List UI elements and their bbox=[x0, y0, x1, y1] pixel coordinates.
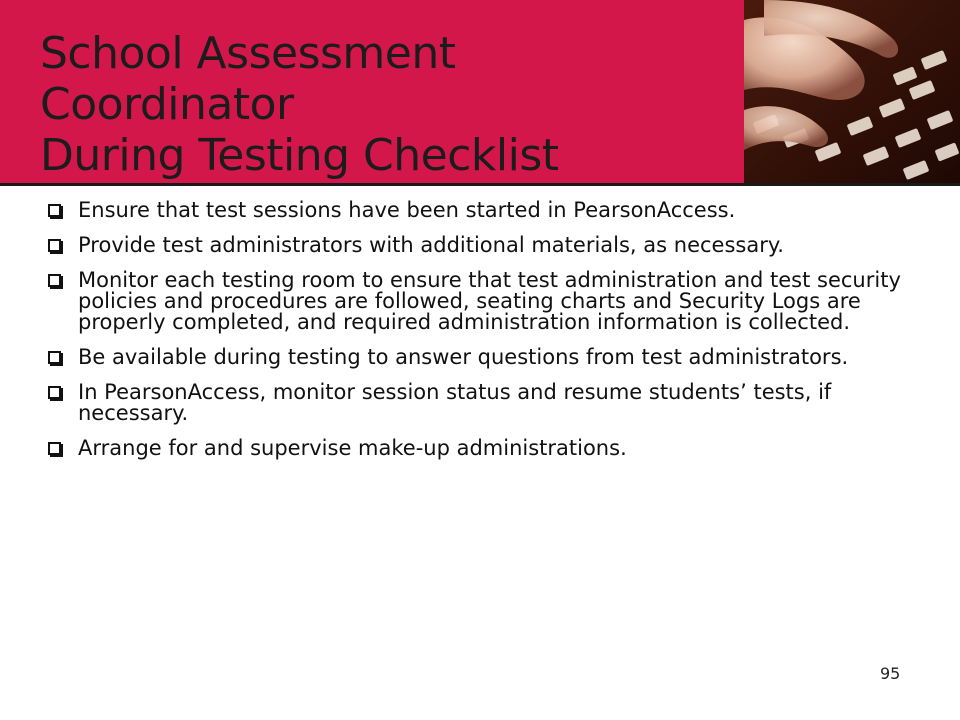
page-number: 95 bbox=[880, 664, 901, 683]
keyboard-hands-image bbox=[744, 0, 960, 184]
checklist-item-text: Monitor each testing room to ensure that test administration and test security policies and procedures are followed, seating charts and Security Logs are properly completed, and required administration information is collected. bbox=[78, 268, 901, 334]
checklist-item-text: In PearsonAccess, monitor session status and resume students’ tests, if necessary. bbox=[78, 380, 832, 425]
checklist-item-text: Ensure that test sessions have been started in PearsonAccess. bbox=[78, 198, 736, 222]
checkbox-icon bbox=[48, 274, 61, 287]
checklist-item bbox=[48, 270, 948, 333]
checklist-item-text: Arrange for and supervise make-up administrations. bbox=[78, 436, 627, 460]
header-divider bbox=[0, 183, 960, 186]
title-line-3: During Testing Checklist bbox=[40, 130, 559, 181]
checklist-item bbox=[48, 438, 948, 459]
checklist-item-text: Be available during testing to answer questions from test administrators. bbox=[78, 345, 849, 369]
checkbox-icon bbox=[48, 351, 61, 364]
checklist-item bbox=[48, 347, 948, 368]
title-banner bbox=[0, 0, 744, 184]
checklist-item bbox=[48, 235, 948, 256]
checkbox-icon bbox=[48, 442, 61, 455]
title-line-2: Coordinator bbox=[40, 79, 294, 130]
checkbox-icon bbox=[48, 386, 61, 399]
slide-title bbox=[40, 28, 559, 181]
checklist-item bbox=[48, 382, 948, 424]
checklist-item-text: Provide test administrators with additional materials, as necessary. bbox=[78, 233, 784, 257]
checklist bbox=[48, 200, 948, 473]
title-line-1: School Assessment bbox=[40, 28, 456, 79]
checklist-item bbox=[48, 200, 948, 221]
checkbox-icon bbox=[48, 204, 61, 217]
checkbox-icon bbox=[48, 239, 61, 252]
keyboard-photo bbox=[744, 0, 960, 184]
